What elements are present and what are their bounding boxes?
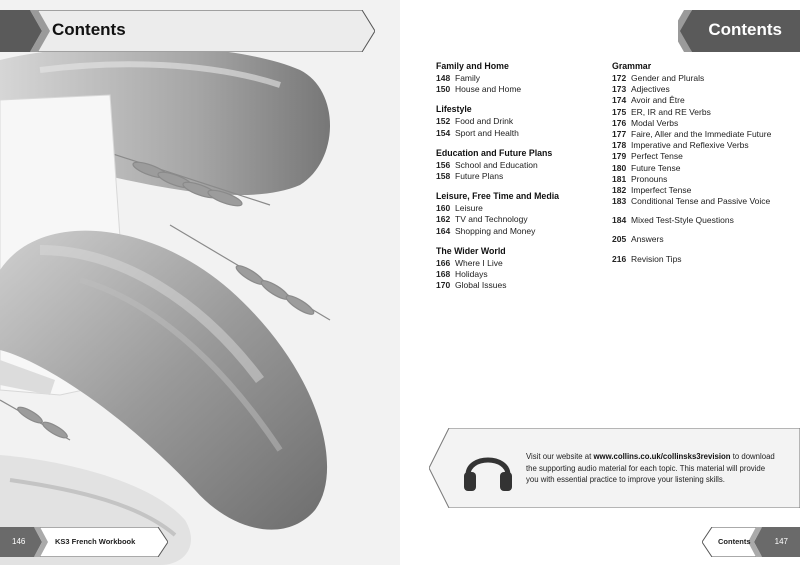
footer-right (702, 527, 800, 557)
contents-entry[interactable] (436, 171, 606, 182)
entry-page-number: 152 (436, 116, 451, 127)
entry-title: School and Education (455, 159, 538, 170)
entry-page-number: 166 (436, 257, 451, 268)
entry-page-number: 175 (612, 106, 627, 117)
contents-entry[interactable] (436, 214, 606, 225)
contents-entry[interactable] (612, 73, 797, 84)
entry-page-number: 156 (436, 159, 451, 170)
entry-page-number: 150 (436, 84, 451, 95)
contents-column-topics (436, 61, 606, 291)
entry-title: Where I Live (455, 257, 503, 268)
page-title: Contents (708, 20, 782, 39)
contents-entry[interactable] (612, 174, 797, 185)
footer-left (0, 527, 168, 557)
contents-banner-right (678, 10, 800, 52)
entry-page-number: 160 (436, 203, 451, 214)
audio-text-before: Visit our website at (526, 452, 594, 461)
entry-title: Family (455, 73, 481, 83)
contents-entry[interactable] (612, 254, 797, 265)
entry-title: Shopping and Money (455, 225, 536, 236)
contents-entry[interactable] (612, 140, 797, 151)
entry-page-number: 205 (612, 234, 627, 245)
entry-page-number: 181 (612, 173, 627, 184)
entry-page-number: 216 (612, 253, 627, 264)
entry-page-number: 158 (436, 170, 451, 181)
entry-title: Mixed Test-Style Questions (631, 215, 734, 226)
headphones-icon (462, 445, 514, 493)
contents-entry[interactable] (436, 128, 606, 139)
entry-title: Global Issues (455, 280, 507, 291)
contents-entry[interactable] (612, 129, 797, 140)
footer-label: Contents (718, 537, 751, 546)
contents-entry[interactable] (612, 215, 797, 226)
contents-entry[interactable] (612, 84, 797, 95)
entry-title: Imperfect Tense (631, 184, 692, 195)
entry-page-number: 173 (612, 84, 627, 95)
contents-banner-left (0, 10, 375, 52)
entry-page-number: 154 (436, 127, 451, 138)
entry-title: Future Tense (631, 162, 681, 173)
entry-page-number: 179 (612, 151, 627, 162)
footer-label: KS3 French Workbook (55, 537, 136, 546)
right-page (400, 0, 800, 565)
entry-title: Pronouns (631, 173, 668, 184)
contents-column-grammar (612, 61, 797, 265)
entry-title: Adjectives (631, 84, 670, 95)
entry-page-number: 178 (612, 140, 627, 151)
contents-entry[interactable] (436, 258, 606, 269)
entry-title: ER, IR and RE Verbs (631, 106, 711, 117)
entry-page-number: 177 (612, 128, 627, 139)
contents-entry[interactable] (612, 151, 797, 162)
contents-entry[interactable] (612, 196, 797, 207)
entry-title: Perfect Tense (631, 151, 683, 162)
contents-entry[interactable] (436, 203, 606, 214)
audio-website-link[interactable]: www.collins.co.uk/collinsks3revision (593, 452, 731, 461)
section-heading: The Wider World (436, 245, 506, 256)
audio-message (526, 451, 776, 486)
entry-page-number: 170 (436, 280, 451, 291)
entry-page-number: 182 (612, 184, 627, 195)
entry-title: Modal Verbs (631, 117, 679, 128)
entry-title: Conditional Tense and Passive Voice (631, 196, 771, 207)
section-heading: Family and Home (436, 61, 509, 71)
contents-entry[interactable] (612, 118, 797, 129)
entry-title: Faire, Aller and the Immediate Future (631, 128, 772, 139)
page-number: 146 (12, 537, 26, 546)
contents-entry[interactable] (612, 185, 797, 196)
contents-entry[interactable] (436, 84, 606, 95)
entry-page-number: 164 (436, 225, 451, 236)
entry-title: Food and Drink (455, 116, 514, 127)
entry-page-number: 148 (436, 73, 451, 83)
section-heading: Education and Future Plans (436, 147, 553, 158)
entry-page-number: 183 (612, 196, 627, 207)
entry-page-number: 180 (612, 162, 627, 173)
entry-page-number: 184 (612, 215, 627, 226)
contents-entry[interactable] (612, 95, 797, 106)
contents-entry[interactable] (436, 269, 606, 280)
entry-page-number: 174 (612, 95, 627, 106)
entry-title: Avoir and Être (631, 95, 685, 106)
entry-title: Revision Tips (631, 253, 682, 264)
contents-entry[interactable] (612, 163, 797, 174)
entry-page-number: 168 (436, 268, 451, 279)
entry-title: Gender and Plurals (631, 73, 705, 83)
page-number: 147 (774, 537, 788, 546)
contents-entry[interactable] (436, 73, 606, 84)
entry-title: House and Home (455, 84, 522, 95)
contents-entry[interactable] (612, 107, 797, 118)
section-heading: Grammar (612, 61, 652, 71)
entry-title: TV and Technology (455, 214, 528, 225)
section-heading: Leisure, Free Time and Media (436, 191, 560, 202)
entry-title: Sport and Health (455, 127, 519, 138)
contents-entry[interactable] (436, 160, 606, 171)
contents-entry[interactable] (436, 280, 606, 291)
entry-title: Answers (631, 234, 664, 245)
entry-title: Future Plans (455, 170, 504, 181)
audio-text-after: to download the supporting audio material for each topic. This material will provide you with essential practice to improve your listening skills. (526, 452, 775, 484)
entry-title: Leisure (455, 203, 483, 214)
section-heading: Lifestyle (436, 104, 472, 115)
entry-page-number: 176 (612, 117, 627, 128)
contents-entry[interactable] (612, 234, 797, 245)
entry-page-number: 162 (436, 214, 451, 225)
contents-entry[interactable] (436, 226, 606, 237)
page-title: Contents (52, 20, 126, 39)
entry-page-number: 172 (612, 73, 627, 83)
entry-title: Holidays (455, 268, 488, 279)
contents-entry[interactable] (436, 116, 606, 127)
entry-title: Imperative and Reflexive Verbs (631, 140, 749, 151)
